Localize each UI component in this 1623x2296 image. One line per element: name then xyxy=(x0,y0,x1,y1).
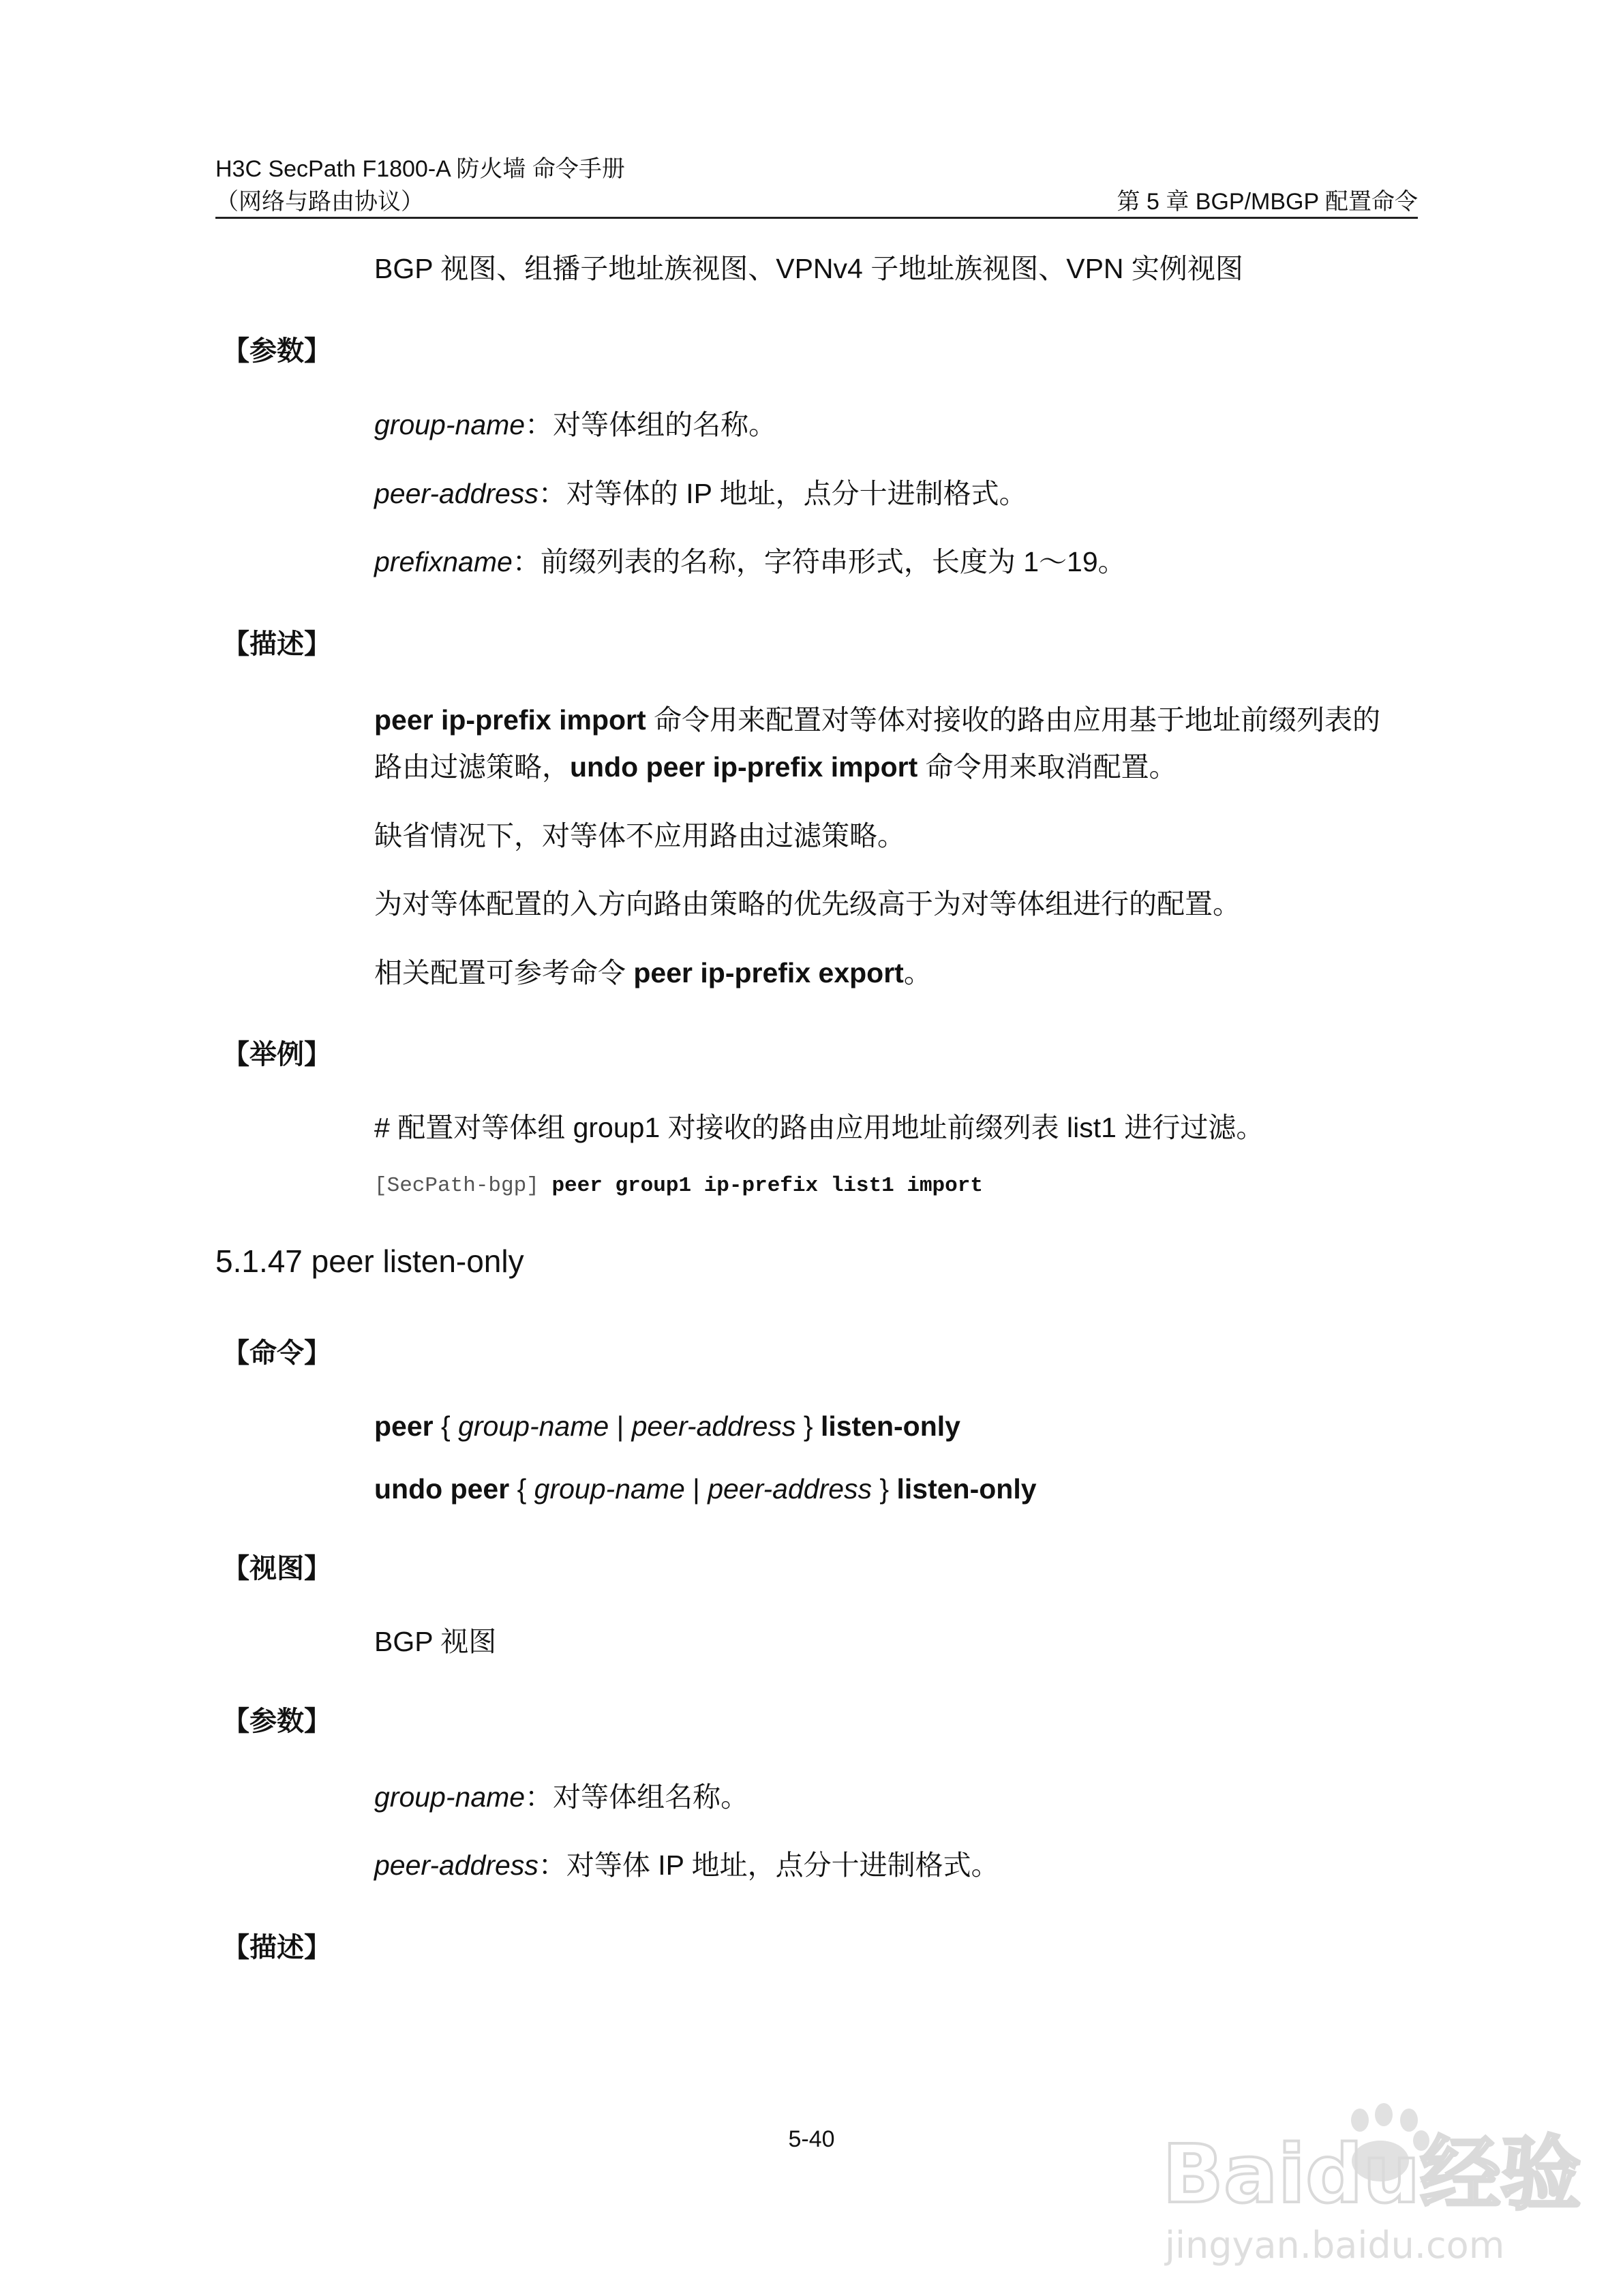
param-desc: ：对等体 IP 地址，点分十进制格式。 xyxy=(538,1849,999,1881)
command-keyword: undo peer ip-prefix import xyxy=(570,751,918,783)
chapter-title: 第 5 章 BGP/MBGP 配置命令 xyxy=(1117,189,1418,215)
desc-line-2: 路由过滤策略，undo peer ip-prefix import 命令用来取消配置。 xyxy=(374,751,1177,783)
doc-subtitle: （网络与路由协议） xyxy=(215,189,424,215)
param-term: prefixname xyxy=(374,546,513,577)
desc-default: 缺省情况下，对等体不应用路由过滤策略。 xyxy=(374,820,905,851)
param-peer-address-2 xyxy=(374,1847,999,1883)
command-keyword: peer ip-prefix export xyxy=(633,957,904,988)
param-desc: ：对等体组名称。 xyxy=(525,1781,749,1813)
param-term: group-name xyxy=(374,409,526,440)
baidu-watermark xyxy=(1155,2100,1581,2270)
page-number: 5-40 xyxy=(788,2126,835,2152)
param-desc: ：对等体的 IP 地址，点分十进制格式。 xyxy=(538,478,1027,509)
desc-heading: 【描述】 xyxy=(222,629,331,659)
param-term: peer-address xyxy=(374,1849,539,1881)
param-desc: ：前缀列表的名称，字符串形式，长度为 1～19。 xyxy=(512,546,1126,577)
desc-related: 相关配置可参考命令 peer ip-prefix export。 xyxy=(374,957,932,988)
example-comment: # 配置对等体组 group1 对接收的路由应用地址前缀列表 list1 进行过滤。 xyxy=(374,1112,1264,1143)
param-prefixname xyxy=(374,544,1126,579)
cli-prompt: [SecPath-bgp] xyxy=(374,1174,552,1198)
example-heading: 【举例】 xyxy=(222,1040,331,1070)
command-syntax-2: undo peer { group-name | peer-address } listen-only xyxy=(374,1473,1037,1505)
desc-line-1: peer ip-prefix import 命令用来配置对等体对接收的路由应用基于地址前缀列表的 xyxy=(374,704,1381,736)
command-heading: 【命令】 xyxy=(222,1338,331,1368)
params-heading-2: 【参数】 xyxy=(222,1706,331,1736)
desc-heading-2: 【描述】 xyxy=(222,1933,331,1963)
params-heading: 【参数】 xyxy=(222,336,331,366)
doc-title: H3C SecPath F1800-A 防火墙 命令手册 xyxy=(215,156,625,182)
views-text: BGP 视图、组播子地址族视图、VPNv4 子地址族视图、VPN 实例视图 xyxy=(374,253,1243,284)
watermark-url: jingyan.baidu.com xyxy=(1165,2224,1505,2267)
param-group-name-2 xyxy=(374,1779,748,1815)
param-peer-address xyxy=(374,476,1027,511)
section-title: 5.1.47 peer listen-only xyxy=(215,1243,524,1279)
param-term: group-name xyxy=(374,1781,526,1813)
param-term: peer-address xyxy=(374,478,539,509)
param-desc: ：对等体组的名称。 xyxy=(525,409,777,440)
header-rule xyxy=(215,217,1418,219)
view-heading: 【视图】 xyxy=(222,1554,331,1584)
command-syntax-1: peer { group-name | peer-address } listen-only xyxy=(374,1410,960,1442)
param-group-name xyxy=(374,407,776,442)
cli-command: peer group1 ip-prefix list1 import xyxy=(551,1174,983,1198)
desc-priority: 为对等体配置的入方向路由策略的优先级高于为对等体组进行的配置。 xyxy=(374,888,1241,920)
example-code xyxy=(374,1173,983,1200)
watermark-logo-text: Baidu经验 xyxy=(1162,2127,1581,2221)
command-keyword: peer ip-prefix import xyxy=(374,704,646,736)
view-text: BGP 视图 xyxy=(374,1626,497,1657)
